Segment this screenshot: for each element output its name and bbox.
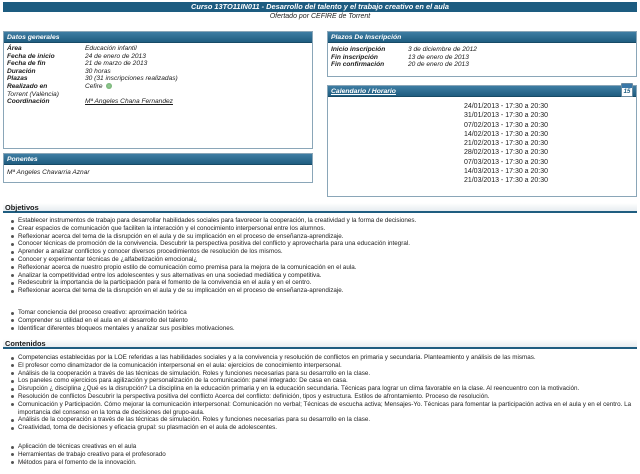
- coordinacion-link[interactable]: Mª Angeles Chana Fernandez: [85, 98, 173, 106]
- info-row-area: [4, 45, 312, 53]
- calendar-icon[interactable]: [621, 83, 633, 97]
- ponentes-heading: Ponentes: [4, 154, 312, 165]
- plazo-label: Inicio inscripción: [331, 46, 386, 53]
- list-item: Análisis de la cooperación a través de las técnicas de simulación. Roles y funciones necesarias para su desarrollo en la clase.: [10, 370, 632, 378]
- list-item: Comprender su utilidad en el aula en el desarrollo del talento: [10, 317, 632, 325]
- info-label: Duración: [7, 67, 36, 75]
- plazo-row: [328, 46, 636, 54]
- info-row-realizado: [4, 83, 312, 91]
- realizado-value: [85, 83, 112, 91]
- plazos-heading: Plazos De Inscripción: [328, 32, 636, 43]
- session-item: 24/01/2013 - 17:30 a 20:30: [463, 103, 549, 110]
- plazo-row: [328, 54, 636, 62]
- info-value: 30 (31 inscripciones realizadas): [85, 75, 178, 83]
- objetivos-heading: Objetivos: [3, 203, 637, 213]
- objetivos-list: [10, 217, 632, 295]
- ponente-name: Mª Angeles Chavarria Aznar: [7, 169, 90, 176]
- list-item: Analizar la competitividad entre los adolescentes y sus alternativas en una sociedad mediática y competitiva.: [10, 272, 632, 280]
- calendario-panel: [327, 85, 637, 197]
- info-value: 24 de enero de 2013: [85, 52, 146, 60]
- list-item: Crear espacios de comunicación que faciliten la interacción y el conocimiento interpersonal entre los alumnos.: [10, 225, 632, 233]
- info-row-plazas: [4, 75, 312, 83]
- list-item: Aprender a analizar conflictos y conocer diversos procedimientos de resolución de los mismos.: [10, 248, 632, 256]
- list-item: El profesor como dinamizador de la comunicación interpersonal en el aula: ejercicios de conocimiento interpersonal.: [10, 362, 632, 370]
- plazo-value: 3 de diciembre de 2012: [408, 46, 477, 53]
- calendario-heading-link[interactable]: [328, 86, 636, 97]
- list-item: Análisis de la cooperación a través de las técnicas de simulación. Roles y funciones necesarias para su desarrollo en la clase.: [10, 416, 632, 424]
- datos-generales-body: [4, 43, 312, 106]
- list-item: Reflexionar acerca de nuestro propio estilo de comunicación como premisa para la mejora de la comunicación en el aula.: [10, 264, 632, 272]
- ponentes-panel: [3, 153, 313, 183]
- calendar-icon-day: 15: [623, 89, 631, 95]
- plazos-body: [328, 43, 636, 69]
- info-label: Fecha de inicio: [7, 52, 55, 60]
- info-row-fecha-inicio: [4, 53, 312, 61]
- plazo-label: Fin inscripción: [331, 53, 378, 61]
- session-item: 21/03/2013 - 17:30 a 20:30: [463, 177, 549, 185]
- realizado-center: Cefire: [85, 82, 103, 90]
- info-row-coordinacion: [4, 98, 312, 106]
- realizado-place: Torrent (València): [7, 90, 59, 98]
- list-item: Aplicación de técnicas creativas en el aula: [10, 443, 632, 451]
- session-item: 14/03/2013 - 17:30 a 20:30: [463, 168, 549, 176]
- calendario-heading-text: Calendario / Horario: [331, 88, 396, 95]
- list-item: Reflexionar acerca del tema de la disrupción en el aula y de su implicación en el proceso de enseñanza-aprendizaje.: [10, 233, 632, 241]
- info-label: Área: [7, 45, 22, 52]
- info-value: 21 de marzo de 2013: [85, 60, 148, 68]
- session-item: 31/01/2013 - 17:30 a 20:30: [463, 112, 549, 120]
- contenidos-heading: Contenidos: [3, 339, 637, 349]
- info-label: Coordinación: [7, 98, 50, 106]
- plazo-row: [328, 61, 636, 69]
- session-item: 07/02/2013 - 17:30 a 20:30: [463, 121, 549, 129]
- session-list: [328, 97, 636, 186]
- datos-generales-heading: Datos generales: [4, 32, 312, 43]
- session-item: 14/02/2013 - 17:30 a 20:30: [463, 130, 549, 138]
- list-item: Establecer instrumentos de trabajo para desarrollar habilidades sociales para favorecer la cooperación, la creatividad y la forma de decisiones.: [10, 217, 632, 225]
- info-label: Realizado en: [7, 82, 48, 90]
- list-item: Los paneles como ejercicios para agilización y personalización de la comunicación: panel integrado: De casa en casa.: [10, 377, 632, 385]
- info-label: Plazas: [7, 75, 28, 83]
- list-item: Conocer técnicas de promoción de la convivencia. Descubrir la perspectiva positiva del conflicto y aprovecharla para una educación integral.: [10, 240, 632, 248]
- list-item: Identificar diferentes bloqueos mentales y analizar sus posibles motivaciones.: [10, 325, 632, 333]
- list-item: Comunicación y Participación. Cómo mejorar la comunicación interpersonal: Comunicación no verbal; Técnicas de escucha activa; Mensajes-Yo. Técnicas para fomentar la participación activa en el aula y en el centro. La importancia del consenso en la toma de decisiones del grupo-aula.: [10, 401, 632, 417]
- info-value: 30 horas: [85, 67, 111, 75]
- list-item: Redescubrir la importancia de la participación para el fomento de la convivencia en el aula y en el centro.: [10, 279, 632, 287]
- session-item: 28/02/2013 - 17:30 a 20:30: [463, 149, 549, 157]
- plazo-label: Fin confirmación: [331, 61, 385, 69]
- list-item: Reflexionar acerca del tema de la disrupción en el aula y de su implicación en el proceso de enseñanza-aprendizaje.: [10, 287, 632, 295]
- plazo-value: 13 de enero de 2013: [408, 53, 469, 61]
- list-item: Disrupción ¿ disciplina ¿Qué es la disrupción? La disciplina en la educación primaria y en la educación secundaria. Técnicas para lograr un clima favorable en la clase. Al reencuentro con la motivación.: [10, 385, 632, 393]
- course-subtitle: Ofertado por CEFIRE de Torrent: [269, 13, 371, 20]
- datos-generales-panel: [3, 31, 313, 149]
- info-row-fecha-fin: [4, 60, 312, 68]
- contenidos-list-secondary: [10, 443, 632, 466]
- info-label: Fecha de fin: [7, 60, 46, 68]
- list-item: Creatividad, toma de decisiones y eficacia grupal: su plasmación en el aula de adolescentes.: [10, 424, 632, 432]
- info-row-realizado-place: [4, 91, 312, 99]
- info-value: Educación infantil: [85, 45, 137, 52]
- plazos-inscripcion-panel: [327, 31, 637, 77]
- list-item: Resolución de conflictos Descubrir la perspectiva positiva del conflicto Acerca del conflicto: definición, tipos y estructura. Estilos de afrontamiento. Proceso de resolución.: [10, 393, 632, 401]
- plazo-value: 20 de enero de 2013: [408, 61, 469, 69]
- map-marker-icon[interactable]: [106, 83, 112, 89]
- list-item: Métodos para el fomento de la innovación.: [10, 459, 632, 467]
- session-item: 07/03/2013 - 17:30 a 20:30: [463, 158, 549, 166]
- course-title: Curso 13TO11IN011 - Desarrollo del talento y el trabajo creativo en el aula: [3, 2, 637, 12]
- list-item: Competencias establecidas por la LOE referidas a las habilidades sociales y a la convivencia y resolución de conflictos en primaria y secundaria. Planteamiento y análisis de las mismas.: [10, 354, 632, 362]
- list-item: Conocer y experimentar técnicas de ¿alfabetización emocional¿: [10, 256, 632, 264]
- contenidos-list: [10, 354, 632, 432]
- objetivos-list-secondary: [10, 309, 632, 332]
- list-item: Tomar conciencia del proceso creativo: aproximación teórica: [10, 309, 632, 317]
- info-row-duracion: [4, 68, 312, 76]
- list-item: Herramientas de trabajo creativo para el profesorado: [10, 451, 632, 459]
- session-item: 21/02/2013 - 17:30 a 20:30: [463, 140, 549, 148]
